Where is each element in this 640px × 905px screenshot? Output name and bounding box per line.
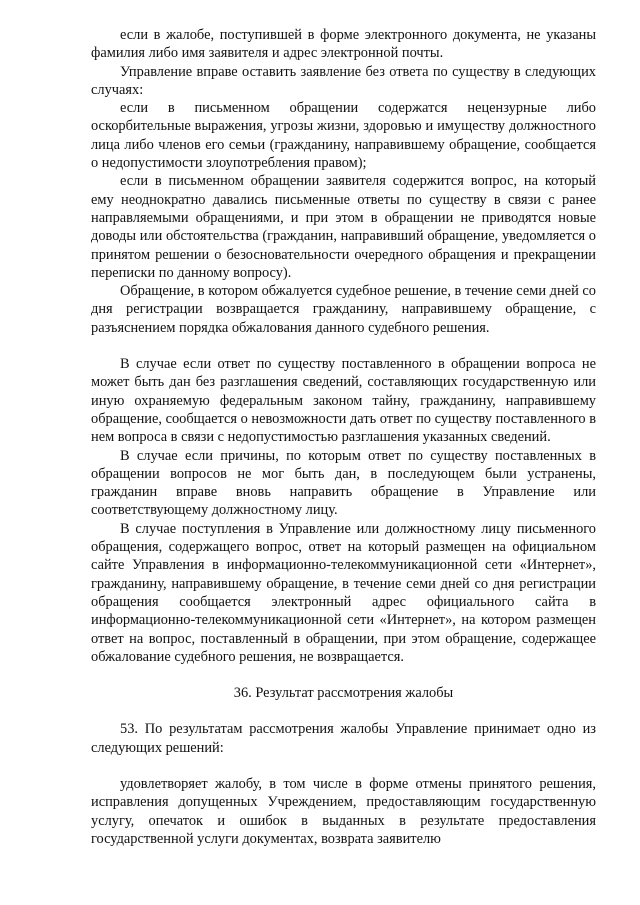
spacer (91, 702, 596, 720)
paragraph: если в письменном обращении заявителя содержится вопрос, на который ему неоднократно давались письменные ответы по существу в связи с ранее направляемыми обращениями, и при этом в обращении не приводятся новые доводы или обстоятельства (гражданин, направивший обращение, уведомляется о принятом решении о безосновательности очередного обращения и прекращении переписки по данному вопросу). (91, 173, 596, 281)
paragraph: В случае если причины, по которым ответ по существу поставленных в обращении вопросов не мог быть дан, в последующем были устранены, гражданин вправе вновь направить обращение в Управление или соответствующему должностному лицу. (91, 447, 596, 519)
paragraph: В случае если ответ по существу поставленного в обращении вопроса не может быть дан без разглашения сведений, составляющих государственную или иную охраняемую федеральным законом тайну, гражданину, направившему обращение, сообщается о невозможности дать ответ по существу поставленного в нем вопроса в связи с недопустимостью разглашения указанных сведений. (91, 356, 596, 446)
paragraph: если в жалобе, поступившей в форме электронного документа, не указаны фамилия либо имя заявителя и адрес электронной почты. (91, 27, 596, 62)
paragraph: 53. По результатам рассмотрения жалобы Управление принимает одно из следующих решений: (91, 721, 596, 756)
paragraph: удовлетворяет жалобу, в том числе в форме отмены принятого решения, исправления допущенных Учреждением, предоставляющим государственную услугу, опечаток и ошибок в выданных в результате предоставления государственной услуги документах, возврата заявителю (91, 775, 596, 847)
spacer (91, 666, 596, 684)
paragraph: Управление вправе оставить заявление без ответа по существу в следующих случаях: (91, 63, 596, 98)
document-page (91, 26, 596, 848)
spacer (91, 757, 596, 775)
spacer (91, 337, 596, 355)
section-heading: 36. Результат рассмотрения жалобы (233, 685, 454, 702)
paragraph: В случае поступления в Управление или должностному лицу письменного обращения, содержащего вопрос, ответ на который размещен на официальном сайте Управления в информационно-телекоммуникационной сети «Интернет», гражданину, направившему обращение, в течение семи дней со дня регистрации обращения сообщается электронный адрес официального сайта в информационно-телекоммуникационной сети «Интернет», на котором размещен ответ на вопрос, поставленный в обращении, при этом обращение, содержащее обжалование судебного решения, не возвращается. (91, 520, 596, 665)
paragraph: если в письменном обращении содержатся нецензурные либо оскорбительные выражения, угрозы жизни, здоровью и имуществу должностного лица либо членов его семьи (гражданину, направившему обращение, сообщается о недопустимости злоупотребления правом); (91, 100, 596, 172)
paragraph: Обращение, в котором обжалуется судебное решение, в течение семи дней со дня регистрации возвращается гражданину, направившему обращение, с разъяснением порядка обжалования данного судебного решения. (91, 283, 596, 336)
